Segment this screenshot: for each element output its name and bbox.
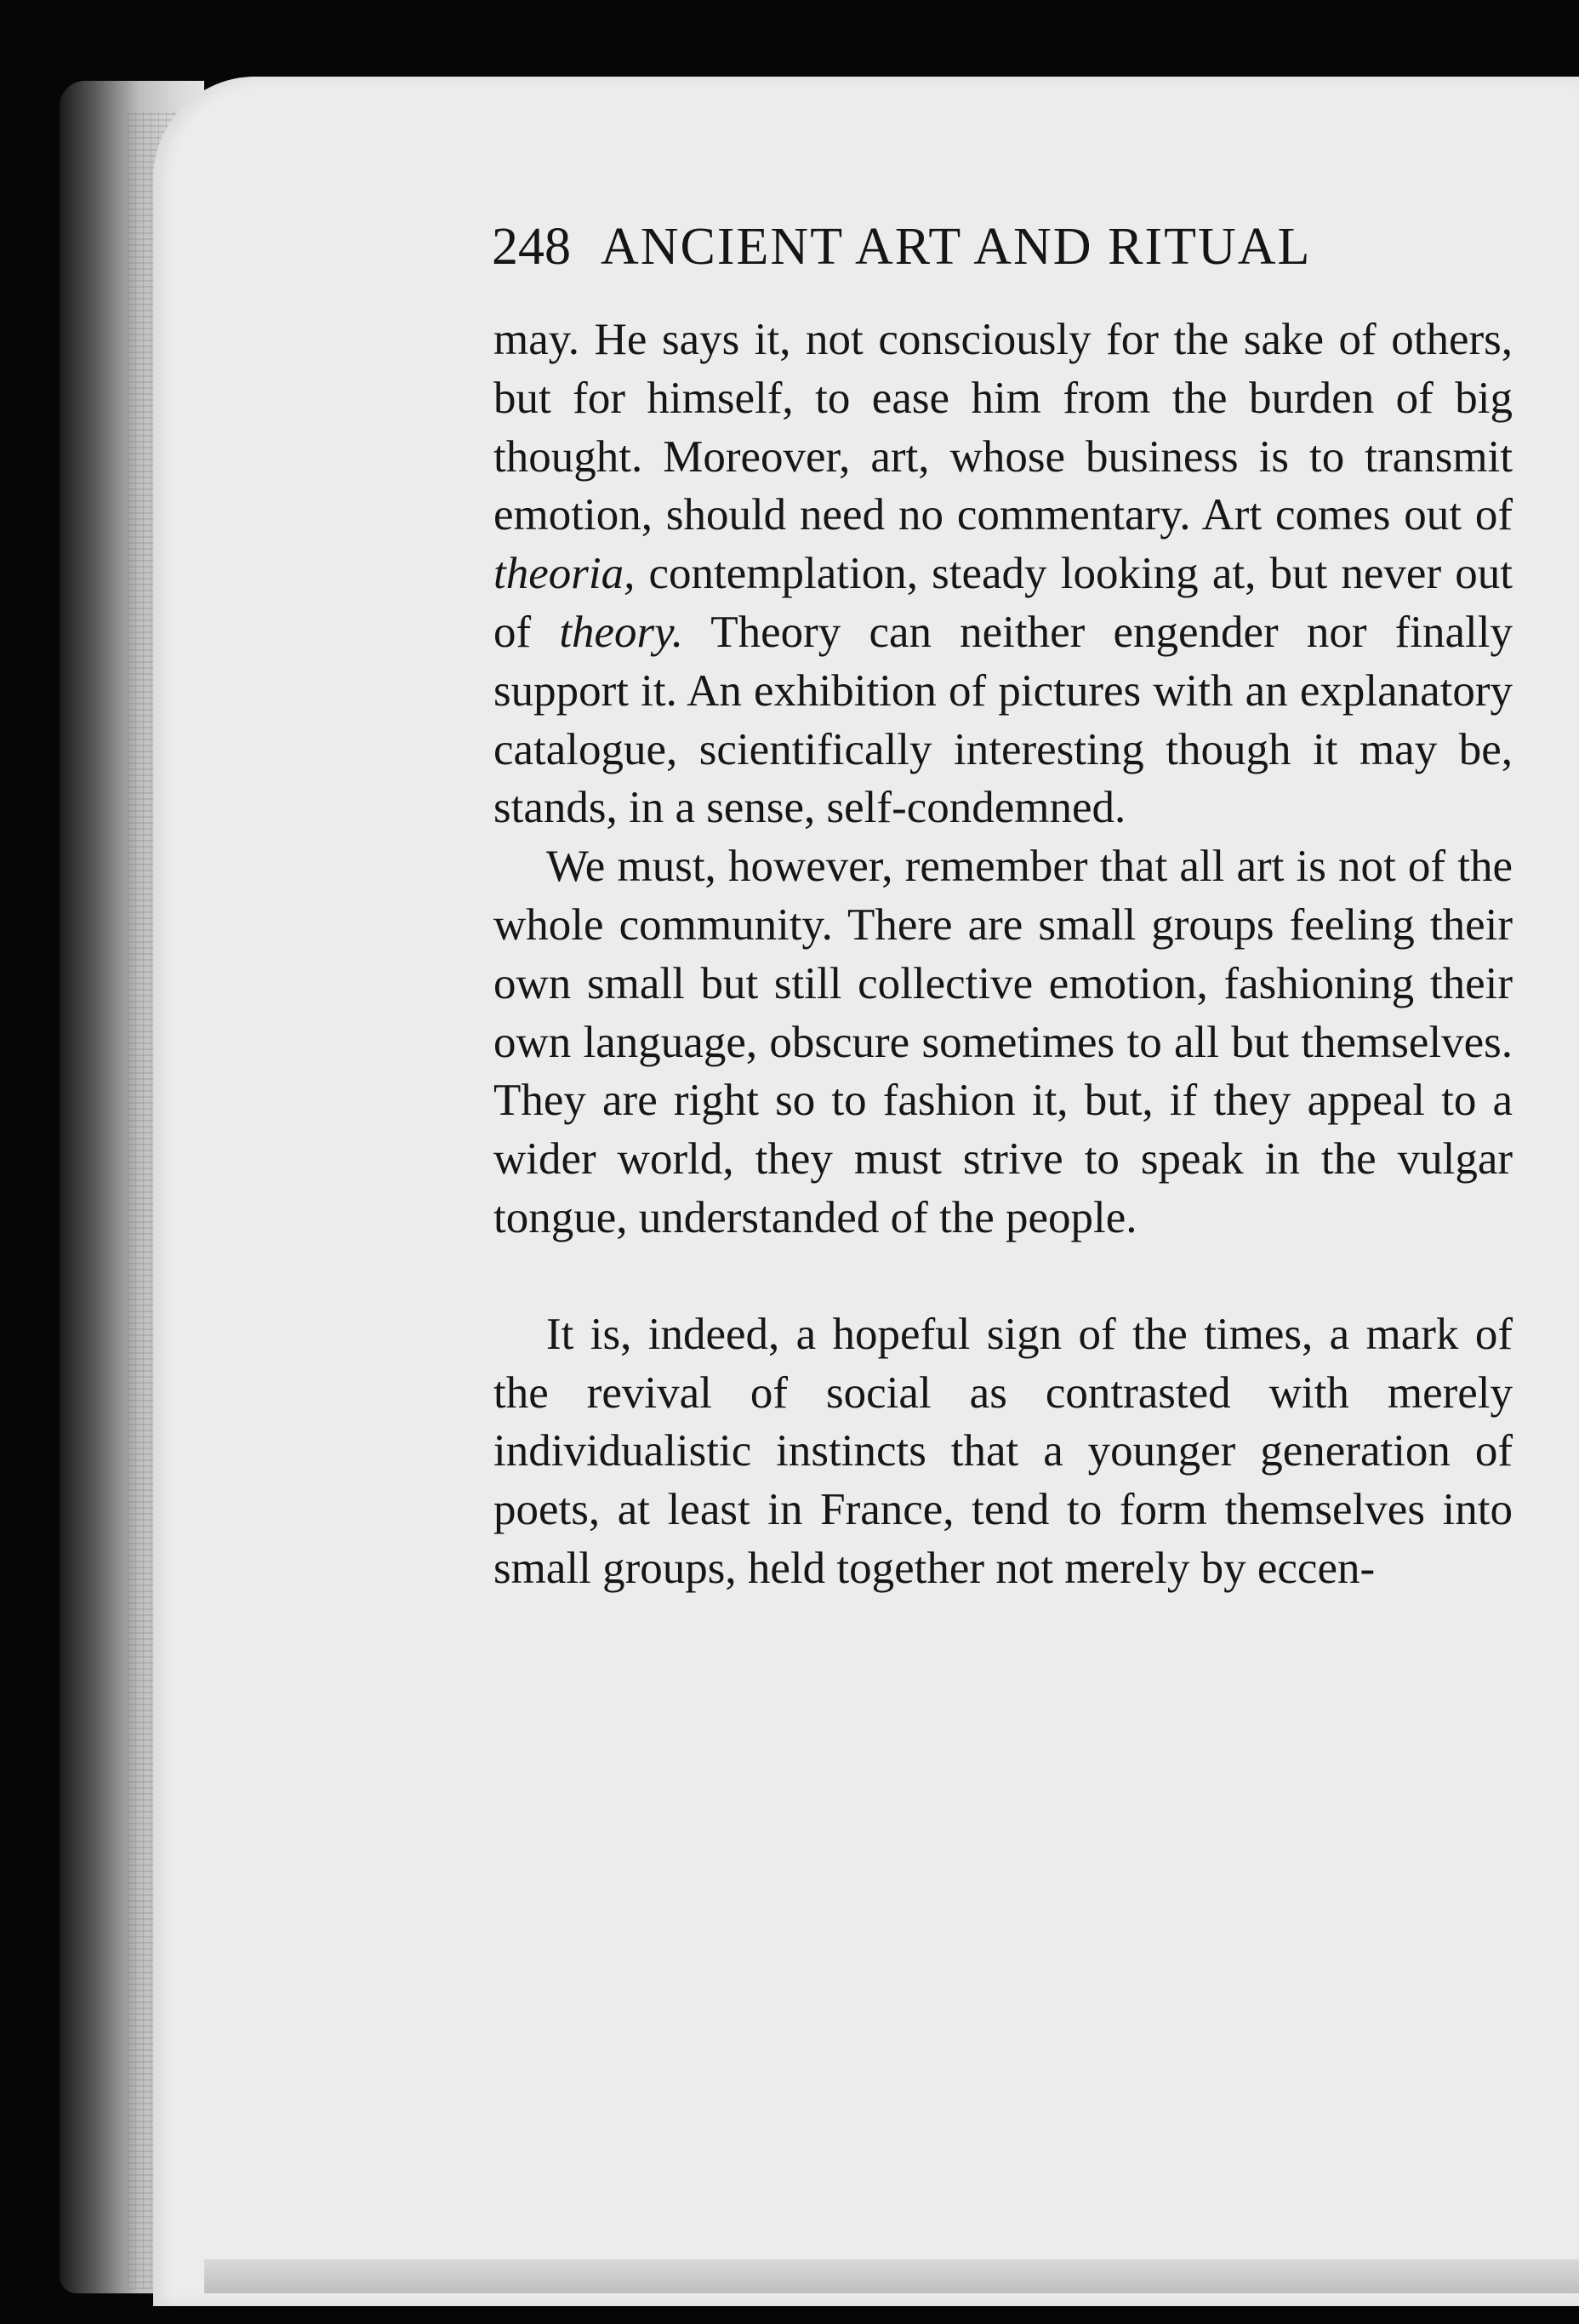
book-title-header: ANCIENT ART AND RITUAL: [601, 218, 1312, 276]
paragraph-3: [493, 1305, 1513, 1598]
italic-theoria: theoria,: [493, 549, 636, 599]
running-header: [492, 217, 1394, 277]
body-text: [493, 311, 1513, 1598]
page-bottom-edge: [204, 2259, 1579, 2293]
paragraph-1-text: Theory can neither engender nor finally support it. An exhibition of pictures with an explanatory catalogue, scientifically interesting though it may be, stands, in a sense, self-condemned.: [493, 607, 1513, 833]
paragraph-2: [493, 837, 1513, 1248]
paragraph-2-text: We must, however, remember that all art is not of the whole community. There are small groups feeling their own small but still collective emotion, fashioning their own language, obscure sometimes to all but themselves. They are right so to fashion it, but, if they appeal to a wider world, they must strive to speak in the vulgar tongue, understanded of the people.: [493, 842, 1513, 1242]
page-number: 248: [492, 218, 571, 276]
paragraph-1-text: may. He says it, not consciously for the sake of others, but for himself, to ease him from the burden of big thought. Moreover, art, whose business is to transmit emotion, should need no commentary. Art comes out of: [493, 315, 1513, 540]
italic-theory: theory.: [559, 607, 684, 657]
paragraph-1-text: contemplation, steady looking at, but never out of: [493, 549, 1513, 657]
paragraph-3-text: It is, indeed, a hopeful sign of the times, a mark of the revival of social as contrasted with merely individualistic instincts that a younger generation of poets, at least in France, tend to form themselves into small groups, held together not merely by eccen-: [493, 1309, 1513, 1593]
paragraph-1: [493, 311, 1513, 837]
